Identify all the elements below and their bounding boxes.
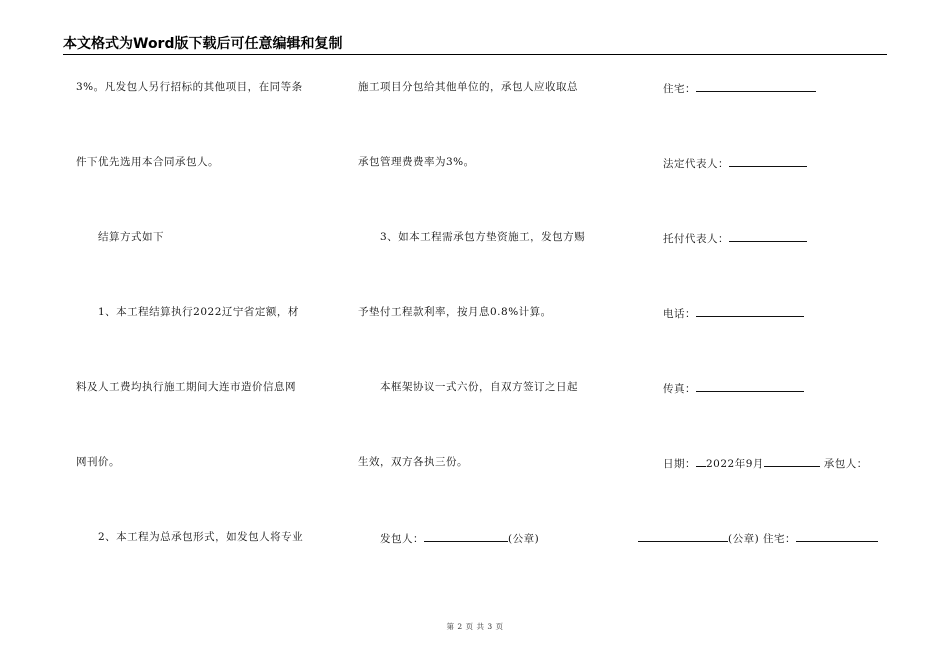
- fax-blank: [696, 380, 804, 392]
- col1-line-7: 2、本工程为总承包形式，如发包人将专业: [98, 531, 304, 543]
- col1-line-1: 3%。凡发包人另行招标的其他项目，在同等条: [76, 81, 303, 93]
- date-label: 日期：: [663, 458, 696, 470]
- contractor-seal-label: (公章): [728, 533, 760, 545]
- col3-date-line: [663, 455, 868, 471]
- col3-fax-line: [663, 380, 804, 396]
- col3-phone-line: [663, 305, 804, 321]
- agent-blank: [729, 230, 807, 242]
- document-header-title: 本文格式为Word版下载后可任意编辑和复制: [63, 36, 343, 52]
- address2-blank: [796, 530, 878, 542]
- phone-blank: [696, 305, 804, 317]
- header-divider: [63, 54, 887, 55]
- col1-line-5: 料及人工费均执行施工期间大连市造价信息网: [76, 381, 296, 393]
- col3-contractor-seal-line: [638, 530, 878, 546]
- date-blank-pre: [696, 455, 706, 467]
- col1-line-3: 结算方式如下: [98, 231, 164, 243]
- legal-rep-blank: [729, 155, 807, 167]
- legal-rep-label: 法定代表人：: [663, 158, 729, 170]
- phone-label: 电话：: [663, 308, 696, 320]
- col1-line-6: 网刊价。: [76, 456, 120, 468]
- address-blank: [696, 80, 816, 92]
- issuer-label: 发包人：: [380, 533, 424, 545]
- col3-address-line: [663, 80, 816, 96]
- col2-line-3: 3、如本工程需承包方垫资施工，发包方赐: [380, 231, 586, 243]
- date-blank-post: [764, 455, 820, 467]
- col2-line-2: 承包管理费费率为3%。: [358, 156, 475, 168]
- fax-label: 传真：: [663, 383, 696, 395]
- col2-line-1: 施工项目分包给其他单位的，承包人应收取总: [358, 81, 578, 93]
- page-footer: 第 2 页 共 3 页: [446, 622, 504, 631]
- address2-label: 住宅：: [763, 533, 797, 545]
- col2-line-7: [380, 530, 539, 546]
- col1-line-4: 1、本工程结算执行2022辽宁省定额，材: [98, 306, 299, 318]
- agent-label: 托付代表人：: [663, 233, 729, 245]
- issuer-seal-label: (公章): [508, 533, 540, 545]
- date-value: 2022年9月: [706, 458, 764, 470]
- col3-legal-rep-line: [663, 155, 807, 171]
- issuer-blank: [424, 530, 508, 542]
- col3-agent-line: [663, 230, 807, 246]
- col2-line-4: 予垫付工程款利率，按月息0.8%计算。: [358, 306, 552, 318]
- contractor-label: 承包人：: [823, 458, 868, 470]
- col2-line-6: 生效，双方各执三份。: [358, 456, 468, 468]
- col2-line-5: 本框架协议一式六份，自双方签订之日起: [380, 381, 578, 393]
- address-label: 住宅：: [663, 83, 696, 95]
- contractor-seal-blank: [638, 530, 728, 542]
- col1-line-2: 件下优先选用本合同承包人。: [76, 156, 219, 168]
